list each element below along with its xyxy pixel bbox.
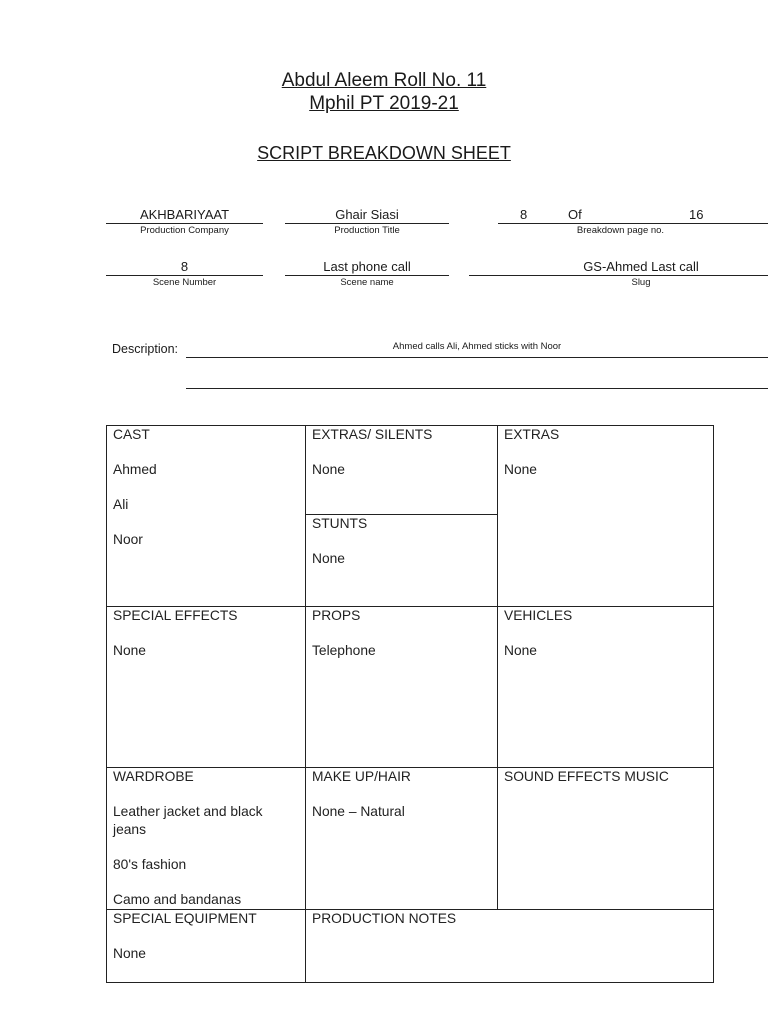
wardrobe-item: Camo and bandanas	[113, 892, 242, 907]
cast-title: CAST	[113, 427, 150, 442]
scene-number-label: Scene Number	[152, 277, 217, 288]
scene-name-field	[285, 258, 449, 289]
author-line: Abdul Aleem Roll No. 11	[281, 70, 487, 91]
cast-item: Ahmed	[113, 462, 157, 477]
props-cell	[306, 607, 498, 768]
production-company-field	[106, 206, 263, 237]
scene-name-value: Last phone call	[323, 259, 411, 274]
slug-label: Slug	[631, 277, 651, 288]
stunts-item: None	[312, 551, 345, 566]
extras-cell	[498, 426, 714, 607]
special-equipment-item: None	[113, 946, 146, 961]
extras-item: None	[504, 462, 537, 477]
scene-number-field	[106, 258, 263, 289]
sound-effects-music-title: SOUND EFFECTS MUSIC	[504, 769, 669, 784]
stunts-title: STUNTS	[312, 516, 368, 531]
special-equipment-title: SPECIAL EQUIPMENT	[113, 911, 257, 926]
breakdown-page-field	[498, 206, 768, 237]
description-rule-2	[186, 388, 768, 389]
sound-effects-music-cell	[498, 768, 714, 910]
props-item: Telephone	[312, 643, 376, 658]
wardrobe-title: WARDROBE	[113, 769, 194, 784]
sheet-title: SCRIPT BREAKDOWN SHEET	[257, 143, 511, 163]
production-notes-cell	[306, 910, 714, 983]
program-line: Mphil PT 2019-21	[309, 93, 459, 114]
scene-name-label: Scene name	[340, 277, 394, 288]
cast-item: Ali	[113, 497, 129, 512]
scene-number-value: 8	[180, 259, 189, 274]
wardrobe-item: Leather jacket and black jeans	[113, 804, 263, 837]
vehicles-cell	[498, 607, 714, 768]
cast-cell	[107, 426, 306, 607]
breakdown-page-label: Breakdown page no.	[576, 225, 665, 236]
vehicles-item: None	[504, 643, 537, 658]
makeup-hair-item: None – Natural	[312, 804, 405, 819]
makeup-hair-cell	[306, 768, 498, 910]
description-text: Ahmed calls Ali, Ahmed sticks with Noor	[392, 341, 562, 352]
production-company-value: AKHBARIYAAT	[139, 207, 230, 222]
breakdown-page-total: 16	[689, 207, 704, 222]
production-title-value: Ghair Siasi	[335, 207, 399, 222]
special-effects-item: None	[113, 643, 146, 658]
slug-value: GS-Ahmed Last call	[583, 259, 699, 274]
extras-silents-stunts-cell	[306, 426, 498, 607]
extras-title: EXTRAS	[504, 427, 560, 442]
description-rule-1	[186, 357, 768, 358]
wardrobe-item: 80's fashion	[113, 857, 187, 872]
wardrobe-cell	[107, 768, 306, 910]
production-notes-title: PRODUCTION NOTES	[312, 911, 457, 926]
breakdown-grid	[106, 425, 714, 983]
vehicles-title: VEHICLES	[504, 608, 573, 623]
special-effects-title: SPECIAL EFFECTS	[113, 608, 238, 623]
extras-silents-item: None	[312, 462, 345, 477]
production-company-label: Production Company	[140, 225, 229, 236]
description-label: Description:	[112, 342, 178, 356]
makeup-hair-title: MAKE UP/HAIR	[312, 769, 411, 784]
cast-item: Noor	[113, 532, 143, 547]
props-title: PROPS	[312, 608, 361, 623]
production-title-field	[285, 206, 449, 237]
production-title-label: Production Title	[334, 225, 400, 236]
breakdown-page-current: 8	[520, 207, 528, 222]
special-equipment-cell	[107, 910, 306, 983]
special-effects-cell	[107, 607, 306, 768]
extras-silents-title: EXTRAS/ SILENTS	[312, 427, 433, 442]
breakdown-page-of: Of	[568, 207, 582, 222]
slug-field	[469, 258, 768, 289]
